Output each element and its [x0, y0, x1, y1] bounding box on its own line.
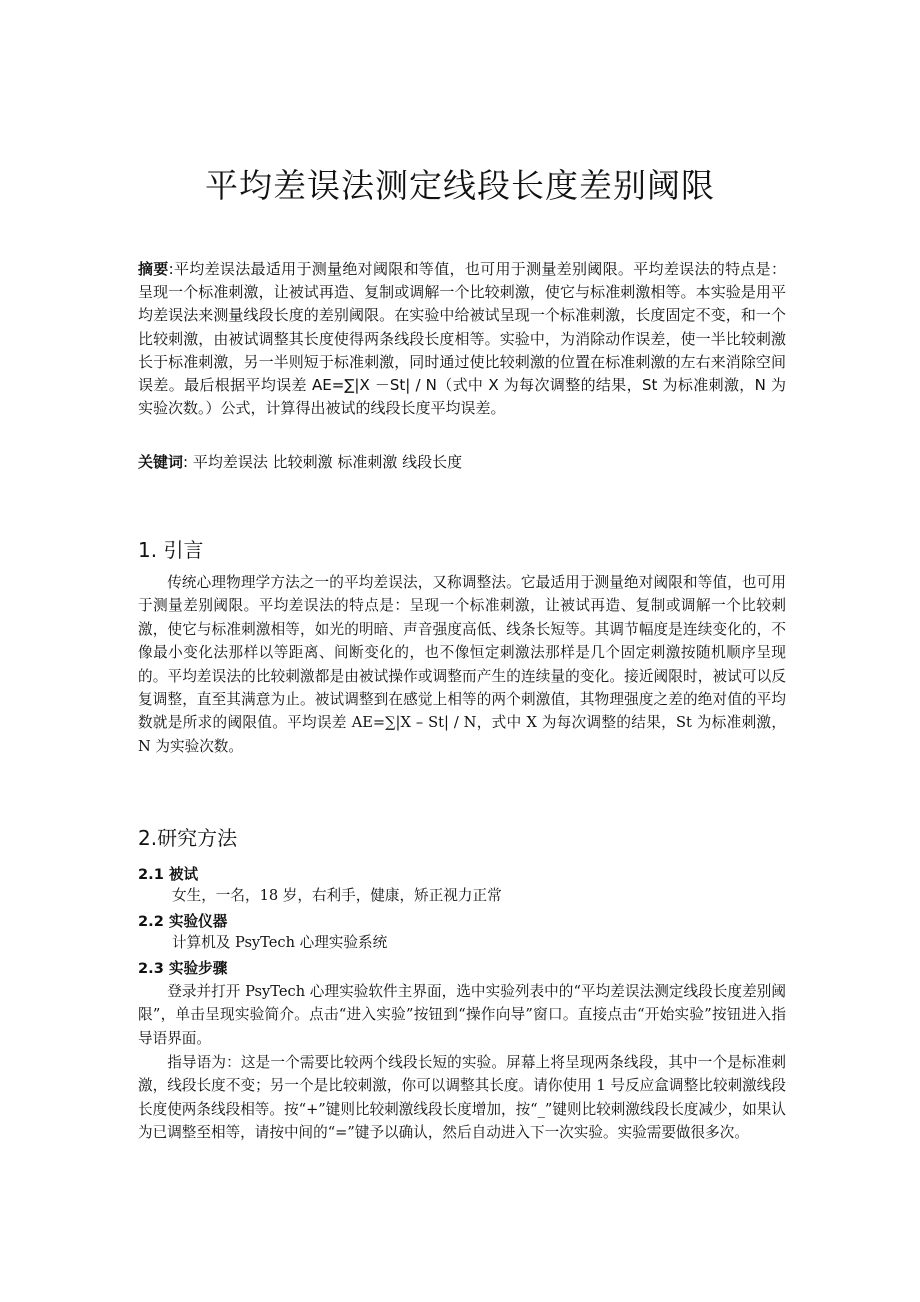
section-heading-intro: 1. 引言	[138, 538, 204, 562]
abstract-text: :平均差误法最适用于测量绝对阈限和等值，也可用于测量差别阈限。平均差误法的特点是：呈现一个标准刺激，让被试再造、复制或调解一个比较刺激，使它与标准刺激相等。本实验是用平均差误法来测量线段长度的差别阈限。在实验中给被试呈现一个标准刺激，长度固定不变，和一个比较刺激，由被试调整其长度使得两条线段长度相等。实验中，为消除动作误差，使一半比较刺激长于标准刺激，另一半则短于标准刺激，同时通过使比较刺激的位置在标准刺激的左右来消除空间误差。最后根据平均误差 AE=∑|X －St| / N（式中 X 为每次调整的结果，St 为标准刺激，N 为实验次数。）公式，计算得出被试的线段长度平均误差。	[138, 260, 786, 418]
keywords	[138, 451, 786, 474]
abstract-label: 摘要	[138, 260, 169, 278]
subsection-heading-apparatus: 2.2 实验仪器	[138, 913, 228, 930]
subject-text: 女生，一名，18 岁，右利手，健康，矫正视力正常	[172, 887, 502, 904]
procedure-paragraph-1: 登录并打开 PsyTech 心理实验软件主界面，选中实验列表中的“平均差误法测定线段长度差别阈限”，单击呈现实验简介。点击“进入实验”按钮到“操作向导”窗口。直接点击“开始实验”按钮进入指导语界面。	[138, 983, 786, 1047]
abstract	[138, 258, 786, 420]
keywords-text: : 平均差误法 比较刺激 标准刺激 线段长度	[183, 453, 463, 471]
apparatus-text: 计算机及 PsyTech 心理实验系统	[172, 934, 388, 951]
intro-paragraph: 传统心理物理学方法之一的平均差误法，又称调整法。它最适用于测量绝对阈限和等值，也可用于测量差别阈限。平均差误法的特点是：呈现一个标准刺激，让被试再造、复制或调解一个比较刺激，使它与标准刺激相等，如光的明暗、声音强度高低、线条长短等。其调节幅度是连续变化的，不像最小变化法那样以等距离、间断变化的，也不像恒定刺激法那样是几个固定刺激按随机顺序呈现的。平均差误法的比较刺激都是由被试操作或调整而产生的连续量的变化。接近阈限时，被试可以反复调整，直至其满意为止。被试调整到在感觉上相等的两个刺激值，其物理强度之差的绝对值的平均数就是所求的阈限值。平均误差 AE=∑|X – St| / N，式中 X 为每次调整的结果，St 为标准刺激，N 为实验次数。	[138, 574, 786, 755]
paper-title: 平均差误法测定线段长度差别阈限	[205, 166, 715, 205]
subsection-heading-procedure: 2.3 实验步骤	[138, 960, 228, 977]
section-heading-method: 2.研究方法	[138, 826, 238, 850]
subsection-heading-subject: 2.1 被试	[138, 866, 199, 883]
procedure-paragraph-2: 指导语为：这是一个需要比较两个线段长短的实验。屏幕上将呈现两条线段，其中一个是标准刺激，线段长度不变；另一个是比较刺激，你可以调整其长度。请你使用 1 号反应盒调整比较刺激线段长度使两条线段相等。按“+”键则比较刺激线段长度增加，按“_”键则比较刺激线段长度减少，如果认为已调整至相等，请按中间的“=”键予以确认，然后自动进入下一次实验。实验需要做很多次。	[138, 1054, 786, 1142]
keywords-label: 关键词	[138, 453, 184, 471]
